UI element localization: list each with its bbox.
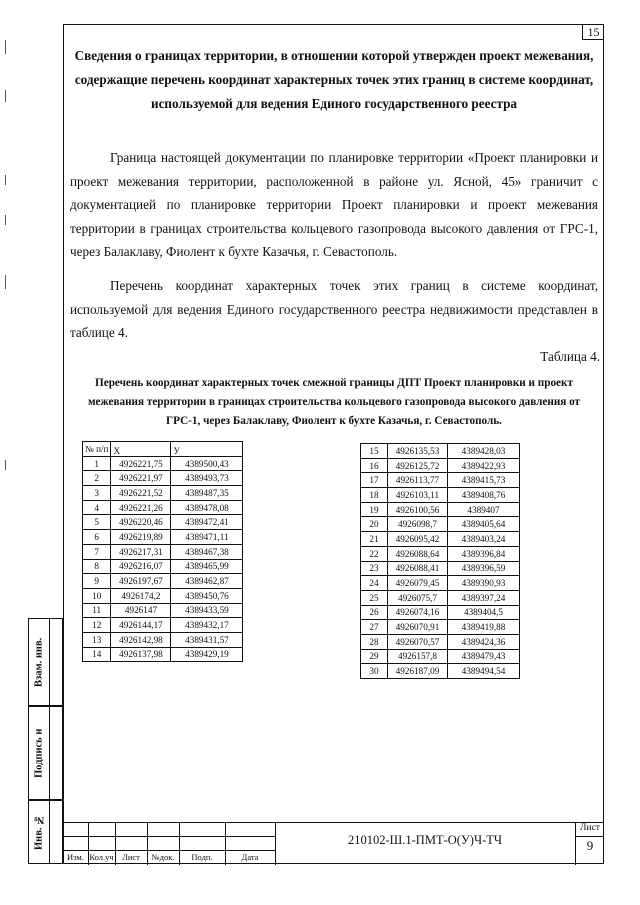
point-number: 12	[83, 618, 111, 633]
header-num: № п/п	[83, 442, 111, 457]
col-list: Лист	[122, 852, 140, 862]
coord-x: 4926135,53	[388, 444, 448, 459]
coord-y: 4389493,73	[171, 471, 243, 486]
point-number: 17	[361, 473, 388, 488]
point-number: 19	[361, 502, 388, 517]
table-row	[83, 486, 243, 501]
table-row	[83, 603, 243, 618]
coord-x: 4926088,41	[388, 561, 448, 576]
side-label-vzam: Взам. инв.	[33, 637, 45, 687]
table-header-row	[83, 442, 243, 457]
coord-x: 4926221,75	[111, 456, 171, 471]
table-row	[83, 574, 243, 589]
point-number: 10	[83, 588, 111, 603]
table-row	[361, 561, 520, 576]
point-number: 8	[83, 559, 111, 574]
table-row	[83, 544, 243, 559]
coord-y: 4389462,87	[171, 574, 243, 589]
header-y: У	[171, 442, 243, 457]
table-number: Таблица 4.	[540, 349, 600, 364]
header-x: X	[111, 442, 171, 457]
point-number: 22	[361, 546, 388, 561]
coord-y: 4389500,43	[171, 456, 243, 471]
coord-y: 4389428,03	[448, 444, 520, 459]
coord-x: 4926187,09	[388, 664, 448, 679]
table-row	[83, 500, 243, 515]
table-row	[361, 517, 520, 532]
coord-y: 4389432,17	[171, 618, 243, 633]
point-number: 16	[361, 458, 388, 473]
coord-x: 4926174,2	[111, 588, 171, 603]
coord-x: 4926221,52	[111, 486, 171, 501]
coord-x: 4926075,7	[388, 590, 448, 605]
coord-x: 4926098,7	[388, 517, 448, 532]
table-row	[83, 588, 243, 603]
coord-y: 4389396,59	[448, 561, 520, 576]
coord-y: 4389467,38	[171, 544, 243, 559]
point-number: 2	[83, 471, 111, 486]
point-number: 4	[83, 500, 111, 515]
coord-y: 4389403,24	[448, 532, 520, 547]
table-row	[361, 532, 520, 547]
sheet-number: 15	[582, 24, 604, 40]
col-kolwch: Кол.уч	[89, 852, 114, 862]
coord-y: 4389424,36	[448, 634, 520, 649]
point-number: 27	[361, 620, 388, 635]
coord-y: 4389429,19	[171, 647, 243, 662]
coord-x: 4926095,42	[388, 532, 448, 547]
table-row	[83, 618, 243, 633]
coord-y: 4389433,59	[171, 603, 243, 618]
coord-y: 4389431,57	[171, 632, 243, 647]
side-label-inv: Инв. №	[33, 813, 45, 851]
paragraph-1	[70, 146, 598, 264]
coord-y: 4389422,93	[448, 458, 520, 473]
coord-y: 4389419,88	[448, 620, 520, 635]
table-row	[361, 488, 520, 503]
coord-y: 4389415,73	[448, 473, 520, 488]
point-number: 7	[83, 544, 111, 559]
col-izm: Изм.	[67, 852, 84, 862]
table-row	[361, 590, 520, 605]
table-row	[83, 559, 243, 574]
table-row	[361, 649, 520, 664]
point-number: 29	[361, 649, 388, 664]
side-stamp-cell	[50, 618, 63, 706]
coord-x: 4926219,89	[111, 530, 171, 545]
point-number: 5	[83, 515, 111, 530]
coord-x: 4926125,72	[388, 458, 448, 473]
coord-y: 4389397,24	[448, 590, 520, 605]
table-row	[83, 515, 243, 530]
side-label-podpis: Подпись и	[33, 728, 45, 778]
table-row	[361, 664, 520, 679]
point-number: 24	[361, 576, 388, 591]
coord-y: 4389471,11	[171, 530, 243, 545]
coord-y: 4389472,41	[171, 515, 243, 530]
coordinates-table-right	[360, 443, 520, 679]
side-stamp-cell	[50, 706, 63, 800]
table-row	[83, 456, 243, 471]
coord-y: 4389396,84	[448, 546, 520, 561]
coord-x: 4926217,31	[111, 544, 171, 559]
point-number: 21	[361, 532, 388, 547]
table-row	[361, 444, 520, 459]
point-number: 1	[83, 456, 111, 471]
table-row	[361, 605, 520, 620]
table-row	[361, 620, 520, 635]
table-row	[361, 546, 520, 561]
point-number: 11	[83, 603, 111, 618]
section-title: Сведения о границах территории, в отношении которой утвержден проект межевания, содержащие перечень координат характерных точек этих границ в системе координат, используемой для ведения Единого государственного реестра	[74, 48, 594, 111]
coord-x: 4926079,45	[388, 576, 448, 591]
table-row	[361, 634, 520, 649]
coord-y: 4389405,64	[448, 517, 520, 532]
coord-y: 4389494,54	[448, 664, 520, 679]
col-podp: Подп.	[191, 852, 213, 862]
table-row	[83, 632, 243, 647]
point-number: 20	[361, 517, 388, 532]
point-number: 28	[361, 634, 388, 649]
coord-y: 4389407	[448, 502, 520, 517]
coord-y: 4389404,5	[448, 605, 520, 620]
paragraph-1-text: Граница настоящей документации по планировке территории «Проект планировки и проект межевания территории, расположенной в районе ул. Ясной, 45» граничит с документацией по планировке территории Проект планировки и проект межевания территории в границах строительства кольцевого газопровода высокого давления от ГРС-1, через Балаклаву, Фиолент к бухте Казачья, г. Севастополь.	[70, 150, 598, 259]
coord-y: 4389487,35	[171, 486, 243, 501]
point-number: 15	[361, 444, 388, 459]
coordinates-table-left	[82, 441, 243, 662]
side-stamp-cell	[50, 800, 63, 864]
point-number: 25	[361, 590, 388, 605]
coord-x: 4926216,07	[111, 559, 171, 574]
coord-x: 4926070,57	[388, 634, 448, 649]
point-number: 23	[361, 561, 388, 576]
table-row	[83, 647, 243, 662]
coord-x: 4926157,8	[388, 649, 448, 664]
coord-y: 4389478,08	[171, 500, 243, 515]
coord-x: 4926144,17	[111, 618, 171, 633]
coord-x: 4926113,77	[388, 473, 448, 488]
col-data: Дата	[241, 852, 259, 862]
paragraph-2-text: Перечень координат характерных точек этих границ в системе координат, используемой для ведения Единого государственного реестра недвижимости представлен в таблице 4.	[70, 278, 598, 340]
coord-x: 4926074,16	[388, 605, 448, 620]
paragraph-2	[70, 274, 598, 345]
coord-y: 4389479,43	[448, 649, 520, 664]
coord-x: 4926220,46	[111, 515, 171, 530]
point-number: 26	[361, 605, 388, 620]
point-number: 9	[83, 574, 111, 589]
point-number: 18	[361, 488, 388, 503]
table-row	[83, 471, 243, 486]
coord-y: 4389390,93	[448, 576, 520, 591]
list-number: 9	[586, 838, 594, 853]
coord-x: 4926103,11	[388, 488, 448, 503]
coord-y: 4389408,76	[448, 488, 520, 503]
point-number: 14	[83, 647, 111, 662]
table-row	[83, 530, 243, 545]
point-number: 13	[83, 632, 111, 647]
point-number: 3	[83, 486, 111, 501]
table-row	[361, 502, 520, 517]
coord-x: 4926147	[111, 603, 171, 618]
coord-x: 4926142,98	[111, 632, 171, 647]
coord-x: 4926070,91	[388, 620, 448, 635]
coord-x: 4926221,97	[111, 471, 171, 486]
point-number: 6	[83, 530, 111, 545]
table-row	[361, 576, 520, 591]
coord-x: 4926221,26	[111, 500, 171, 515]
coord-x: 4926197,67	[111, 574, 171, 589]
coord-x: 4926088,64	[388, 546, 448, 561]
coord-x: 4926137,98	[111, 647, 171, 662]
document-code: 210102-Ш.1-ПМТ-О(У)Ч-ТЧ	[348, 833, 502, 847]
table-row	[361, 458, 520, 473]
list-label: Лист	[580, 823, 600, 833]
table-row	[361, 473, 520, 488]
point-number: 30	[361, 664, 388, 679]
coord-y: 4389450,76	[171, 588, 243, 603]
table-caption: Перечень координат характерных точек смежной границы ДПТ Проект планировки и проект межевания территории в границах строительства кольцевого газопровода высокого давления от ГРС-1, через Балаклаву, Фиолент к бухте Казачья, г. Севастополь.	[87, 377, 581, 427]
coord-x: 4926100,56	[388, 502, 448, 517]
coord-y: 4389465,99	[171, 559, 243, 574]
col-ndok: №док.	[151, 852, 175, 862]
